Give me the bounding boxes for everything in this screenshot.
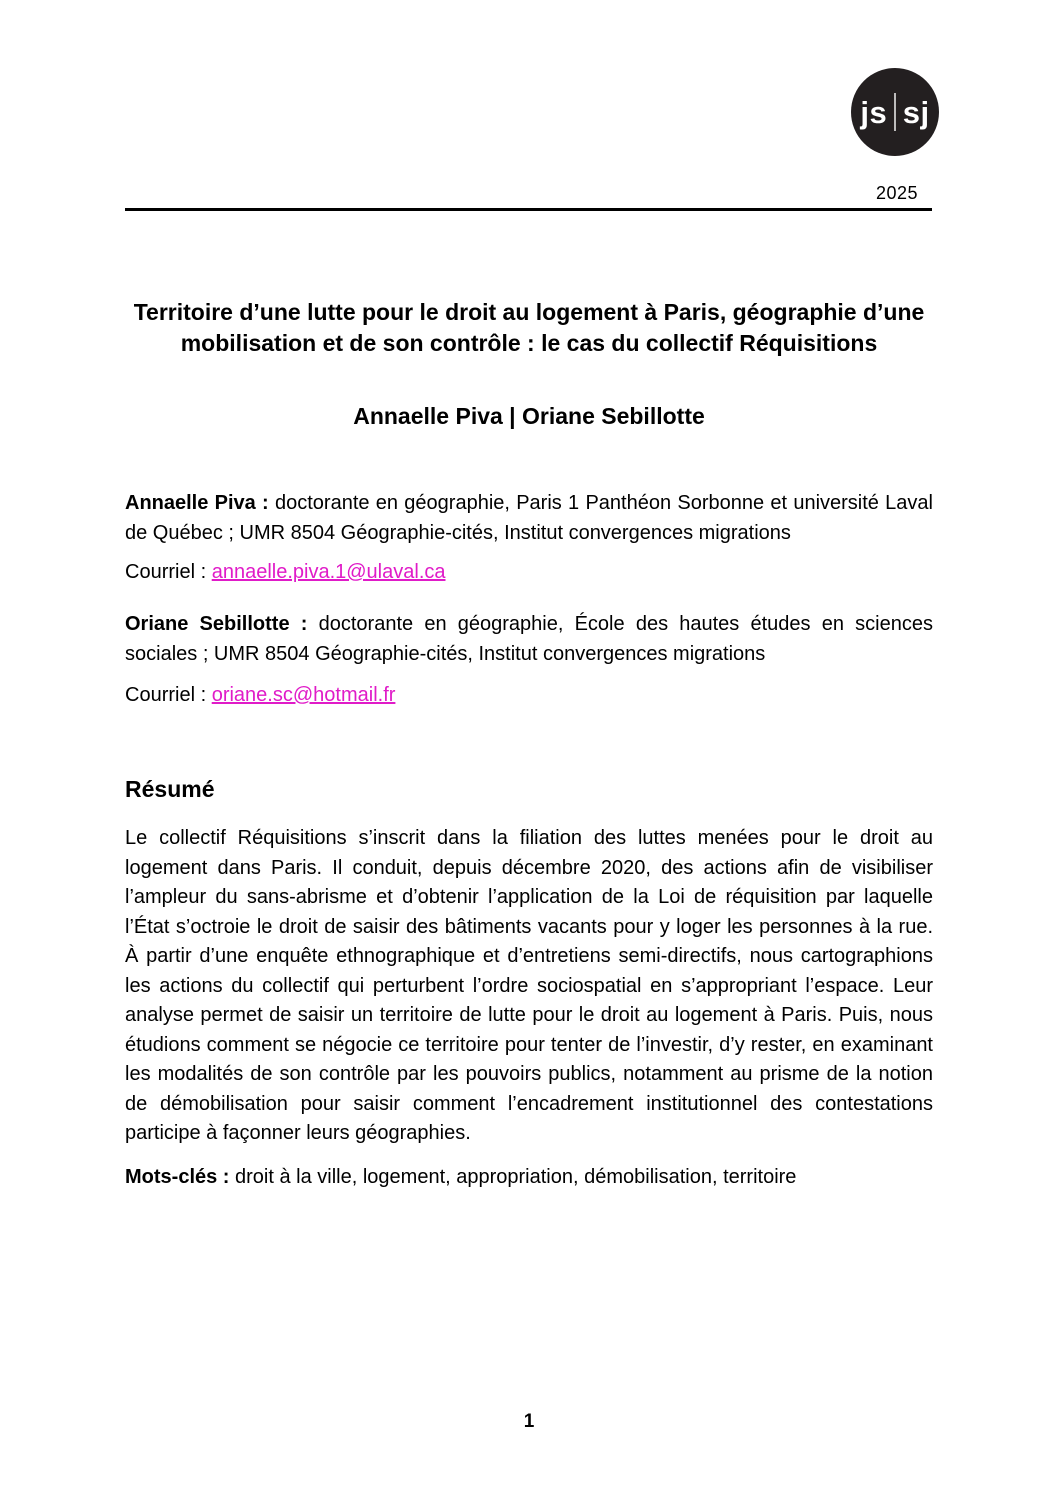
issue-year: 2025 bbox=[875, 183, 918, 203]
jssj-logo bbox=[851, 68, 939, 156]
article-title: Territoire d’une lutte pour le droit au logement à Paris, géographie d’une mobilisation et de son contrôle : le cas du collectif Réquisitions bbox=[133, 299, 925, 356]
author1-name: Annaelle Piva : bbox=[125, 492, 269, 514]
keywords-list: droit à la ville, logement, appropriation, démobilisation, territoire bbox=[229, 1166, 797, 1188]
author1-courriel-line bbox=[125, 558, 933, 588]
keywords-line bbox=[125, 1163, 933, 1193]
author1-affiliation bbox=[125, 489, 933, 548]
author2-name: Oriane Sebillotte : bbox=[125, 613, 308, 635]
resume-heading: Résumé bbox=[125, 776, 215, 802]
keywords-label: Mots-clés : bbox=[125, 1166, 230, 1188]
author2-affiliation-text: doctorante en géographie, École des hautes études en sciences sociales ; UMR 8504 Géographie-cités, Institut convergences migrations bbox=[125, 613, 933, 665]
authors-line: Annaelle Piva | Oriane Sebillotte bbox=[353, 403, 705, 429]
logo-text-left: js bbox=[860, 94, 888, 130]
abstract-paragraph: Le collectif Réquisitions s’inscrit dans la filiation des luttes menées pour le droit au logement dans Paris. Il conduit, depuis décembre 2020, des actions afin de visibiliser l’ampleur du sans-abrisme et d’obtenir l’application de la Loi de réquisition par laquelle l’État s’octroie le droit de saisir des bâtiments vacants pour y loger les personnes à la rue. À partir d’une enquête ethnographique et d’entretiens semi-directifs, nous cartographions les actions du collectif qui perturbent l’ordre sociospatial en s’appropriant l’espace. Leur analyse permet de saisir un territoire de lutte pour le droit au logement à Paris. Puis, nous étudions comment se négocie ce territoire pour tenter de l’investir, d’y rester, en examinant les modalités de son contrôle par les pouvoirs publics, notamment au prisme de la notion de démobilisation pour saisir comment l’encadrement institutionnel des contestations participe à façonner leurs géographies. bbox=[125, 827, 933, 1144]
header-rule bbox=[125, 208, 932, 211]
author2-email-link[interactable]: oriane.sc@hotmail.fr bbox=[211, 684, 396, 706]
author1-email-link[interactable]: annaelle.piva.1@ulaval.ca bbox=[211, 561, 446, 583]
author2-courriel-label: Courriel : bbox=[125, 684, 212, 706]
page-number: 1 bbox=[523, 1411, 535, 1432]
logo-text-right: sj bbox=[902, 94, 930, 130]
author1-courriel-label: Courriel : bbox=[125, 561, 212, 583]
author2-affiliation bbox=[125, 610, 933, 669]
logo-separator-bar bbox=[894, 93, 896, 131]
author1-affiliation-text: doctorante en géographie, Paris 1 Panthéon Sorbonne et université Laval de Québec ; UMR 8504 Géographie-cités, Institut convergences migrations bbox=[125, 492, 933, 544]
author2-courriel-line bbox=[125, 681, 933, 711]
